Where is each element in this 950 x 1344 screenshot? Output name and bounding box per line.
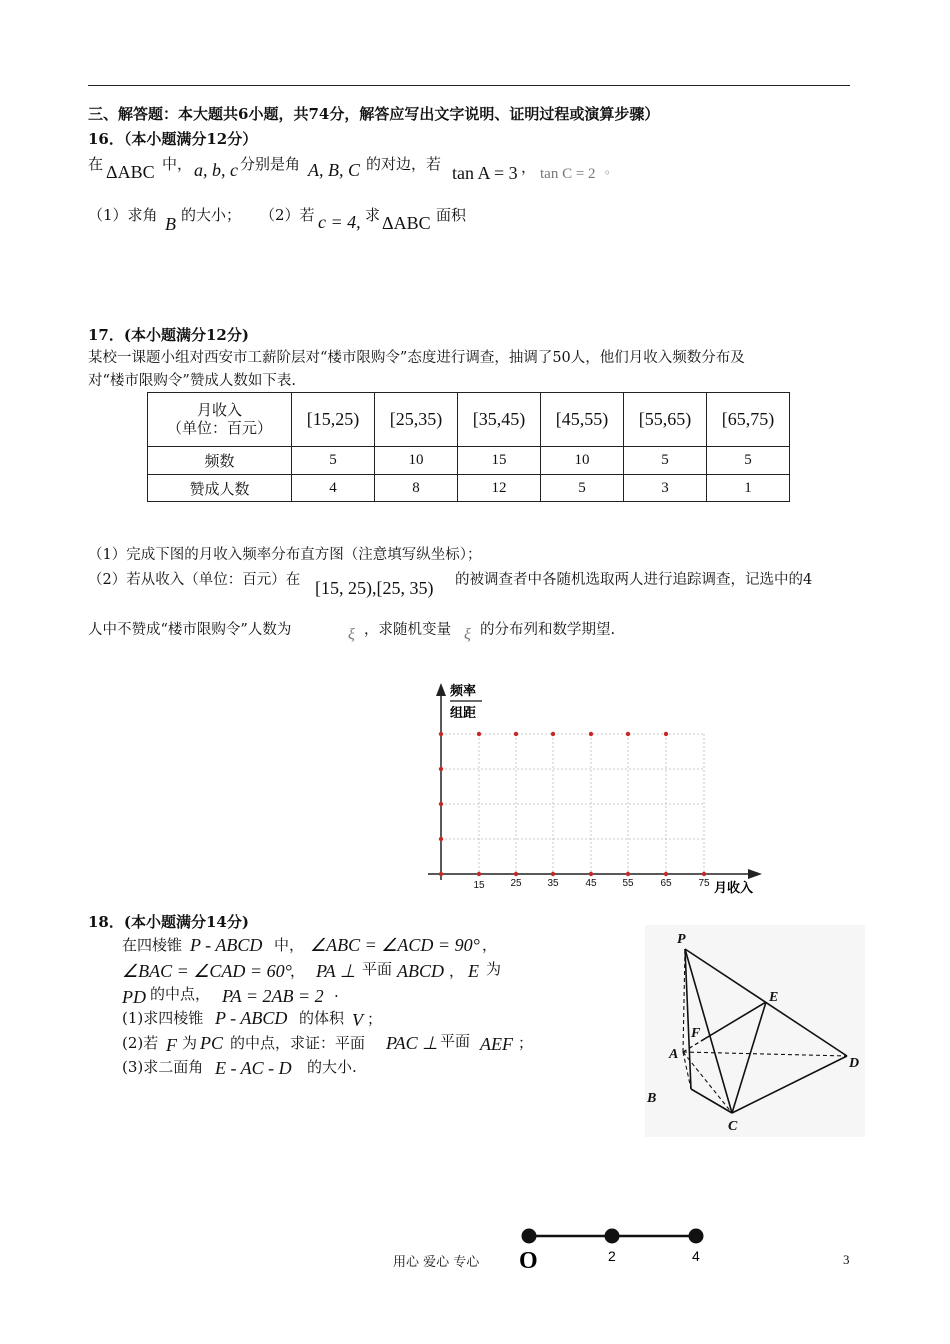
q16-part1: （1）求角 (88, 206, 158, 224)
q18-angles2: ∠BAC = ∠CAD = 60° (122, 961, 292, 981)
interval-cell: [55,65) (624, 393, 707, 447)
x-tick-label: 55 (622, 878, 634, 889)
interval-cell: [15,25) (292, 393, 375, 447)
number-line-label-2: 2 (608, 1248, 616, 1264)
grid-dot (439, 802, 443, 806)
q16-tanA: tan A = 3 (452, 163, 518, 183)
q18-text: ， (290, 962, 306, 980)
grid-dot (589, 732, 593, 736)
table-cell: 15 (458, 447, 541, 475)
vertex-label-D: D (849, 1056, 860, 1071)
grid-dot (664, 732, 668, 736)
footer-number-line (515, 1222, 715, 1274)
q16-title: 16．（本小题满分12分） (88, 130, 258, 148)
grid-dot (589, 872, 593, 876)
interval-cell: [25,35) (375, 393, 458, 447)
q17-part2-intervals: [15, 25),[25, 35) (315, 578, 434, 598)
interval-cell: [45,55) (541, 393, 624, 447)
q18-E: E (468, 961, 479, 981)
grid-dot (664, 872, 668, 876)
q17-title: 17．(本小题满分12分) (88, 326, 249, 344)
q18-text: ， (449, 962, 465, 980)
grid-dot (514, 732, 518, 736)
table-cell: 5 (292, 447, 375, 475)
q18-text: 的中点， (150, 985, 211, 1003)
interval-cell: [35,45) (458, 393, 541, 447)
q18-dihedral: E - AC - D (215, 1058, 292, 1078)
q18-text: 在四棱锥 (122, 936, 183, 954)
header-rule (88, 85, 850, 86)
q18-text: ； (518, 1034, 534, 1052)
q18-F: F (166, 1035, 177, 1055)
x-tick-label: 75 (698, 878, 710, 889)
q16-comma: ， (521, 158, 537, 176)
page-number: 3 (843, 1252, 850, 1267)
vertex-label-A: A (669, 1047, 679, 1062)
grid-dot (702, 872, 706, 876)
row-label: 赞成人数 (148, 475, 292, 502)
q16-part1-B: B (165, 214, 176, 234)
table-cell: 4 (292, 475, 375, 502)
x-tick-label: 15 (473, 880, 485, 891)
q17-part2d: ，求随机变量 (364, 622, 451, 638)
q16-part2-qiu: 求 (365, 206, 381, 224)
q16-angles: A, B, C (308, 160, 360, 180)
q17-part2c: 人中不赞成“楼市限购令”人数为 (88, 622, 292, 638)
row-label: 频数 (148, 447, 292, 475)
q17-part2a: （2）若从收入（单位：百元）在 (88, 572, 301, 588)
x-axis-label: 月收入 (714, 881, 754, 896)
table-cell: 12 (458, 475, 541, 502)
grid-dot (626, 872, 630, 876)
number-line-dot (689, 1229, 704, 1244)
grid-dot (439, 732, 443, 736)
number-line-dot (522, 1229, 537, 1244)
grid-dot (551, 732, 555, 736)
q18-pyramid: P - ABCD (190, 935, 263, 955)
q16-triangle: ΔABC (106, 162, 155, 182)
grid-dot (439, 767, 443, 771)
q18-text: 为 (486, 960, 502, 978)
table-cell: 3 (624, 475, 707, 502)
q18-part2: (2)若 (122, 1034, 159, 1052)
grid-dot (626, 732, 630, 736)
grid-dot (439, 837, 443, 841)
y-label-top: 频率 (450, 684, 477, 699)
grid-dot (551, 872, 555, 876)
number-line-label-4: 4 (692, 1248, 700, 1264)
q16-part2-triangle: ΔABC (382, 213, 431, 233)
q18-text: 中， (274, 936, 305, 954)
q18-text: 的大小. (307, 1058, 357, 1076)
q18-AEF: AEF (480, 1034, 513, 1054)
histogram-grid (420, 675, 780, 900)
table-cell: 10 (375, 447, 458, 475)
x-tick-label: 45 (585, 878, 597, 889)
section-header: 三、解答题：本大题共6小题，共74分，解答应写出文字说明、证明过程或演算步骤） (88, 105, 660, 123)
q16-sides: a, b, c (194, 160, 238, 180)
q16-text: 在 (88, 155, 104, 173)
table-row (148, 447, 790, 475)
interval-cell: [65,75) (707, 393, 790, 447)
footer-motto: 用心 爱心 专心 (393, 1255, 480, 1270)
grid-dot (514, 872, 518, 876)
q17-part2e: 的分布列和数学期望. (480, 622, 616, 638)
q18-plane: ABCD (397, 961, 444, 981)
vertex-label-F: F (691, 1026, 701, 1041)
q18-text: ； (367, 1010, 383, 1028)
q16-tanC: tan C = 2 (540, 166, 596, 182)
x-tick-label: 25 (510, 878, 522, 889)
q16-text: 中， (162, 155, 193, 173)
q16-part2-cond: c = 4, (318, 212, 361, 232)
q17-intro-line1: 某校一课题小组对西安市工薪阶层对“楼市限购令”态度进行调查，抽调了50人，他们月收入频数分布及 (88, 350, 745, 366)
q16-part2: （2）若 (260, 206, 315, 224)
q18-equation: PA = 2AB = 2 (222, 986, 324, 1006)
q16-period: 。 (605, 162, 618, 176)
q17-intro-line2: 对“楼市限购令”赞成人数如下表. (88, 373, 296, 389)
y-axis-arrow (436, 683, 446, 696)
table-header-line2: （单位：百元） (166, 420, 272, 437)
q18-PD: PD (122, 987, 146, 1007)
pyramid-figure (645, 925, 865, 1137)
vertex-label-C: C (728, 1119, 738, 1134)
frequency-table (147, 392, 790, 502)
table-row (148, 475, 790, 502)
table-cell: 10 (541, 447, 624, 475)
vertex-label-B: B (647, 1091, 657, 1106)
q18-PAC: PAC ⊥ (386, 1033, 438, 1053)
q18-part1: (1)求四棱锥 (122, 1009, 204, 1027)
grid-dot (439, 872, 443, 876)
table-cell: 8 (375, 475, 458, 502)
table-cell: 5 (541, 475, 624, 502)
q16-text: 分别是角 (240, 155, 301, 173)
q18-text: 平面 (362, 960, 393, 978)
table-cell: 5 (707, 447, 790, 475)
q16-text: 的对边，若 (366, 155, 442, 173)
q18-text: 的体积 (299, 1009, 345, 1027)
q18-text: 为 (182, 1034, 198, 1052)
grid-dot (477, 732, 481, 736)
q17-part2b: 的被调查者中各随机选取两人进行追踪调查，记选中的4 (455, 572, 813, 588)
q18-text: 平面 (440, 1032, 471, 1050)
q18-pyramid: P - ABCD (215, 1008, 288, 1028)
table-cell: 5 (624, 447, 707, 475)
q16-part1-rest: 的大小； (181, 206, 242, 224)
table-header-cell (148, 393, 292, 447)
q18-text: . (334, 983, 339, 1001)
q16-part2-rest: 面积 (436, 206, 467, 224)
table-cell: 1 (707, 475, 790, 502)
vertex-label-P: P (677, 932, 686, 947)
grid-dot (477, 872, 481, 876)
x-tick-label: 65 (660, 878, 672, 889)
q18-angles1: ∠ABC = ∠ACD = 90° (310, 935, 480, 955)
q17-xi: ξ (348, 626, 355, 643)
x-tick-label: 35 (547, 878, 559, 889)
q17-xi: ξ (464, 626, 471, 643)
q18-PC: PC (200, 1033, 224, 1053)
q18-title: 18．(本小题满分14分) (88, 913, 249, 931)
q18-perp: PA ⊥ (316, 961, 356, 981)
q18-text: 的中点，求证：平面 (230, 1034, 366, 1052)
x-axis-arrow (748, 869, 762, 879)
q18-V: V (352, 1010, 363, 1030)
number-line-dot (605, 1229, 620, 1244)
q18-text: ， (482, 936, 498, 954)
q18-part3: (3)求二面角 (122, 1058, 204, 1076)
number-line-origin: O (519, 1248, 538, 1274)
y-label-bottom: 组距 (450, 706, 477, 721)
vertex-label-E: E (769, 990, 779, 1005)
table-header-line1: 月收入 (196, 402, 242, 419)
q17-part1: （1）完成下图的月收入频率分布直方图（注意填写纵坐标）； (88, 547, 482, 563)
